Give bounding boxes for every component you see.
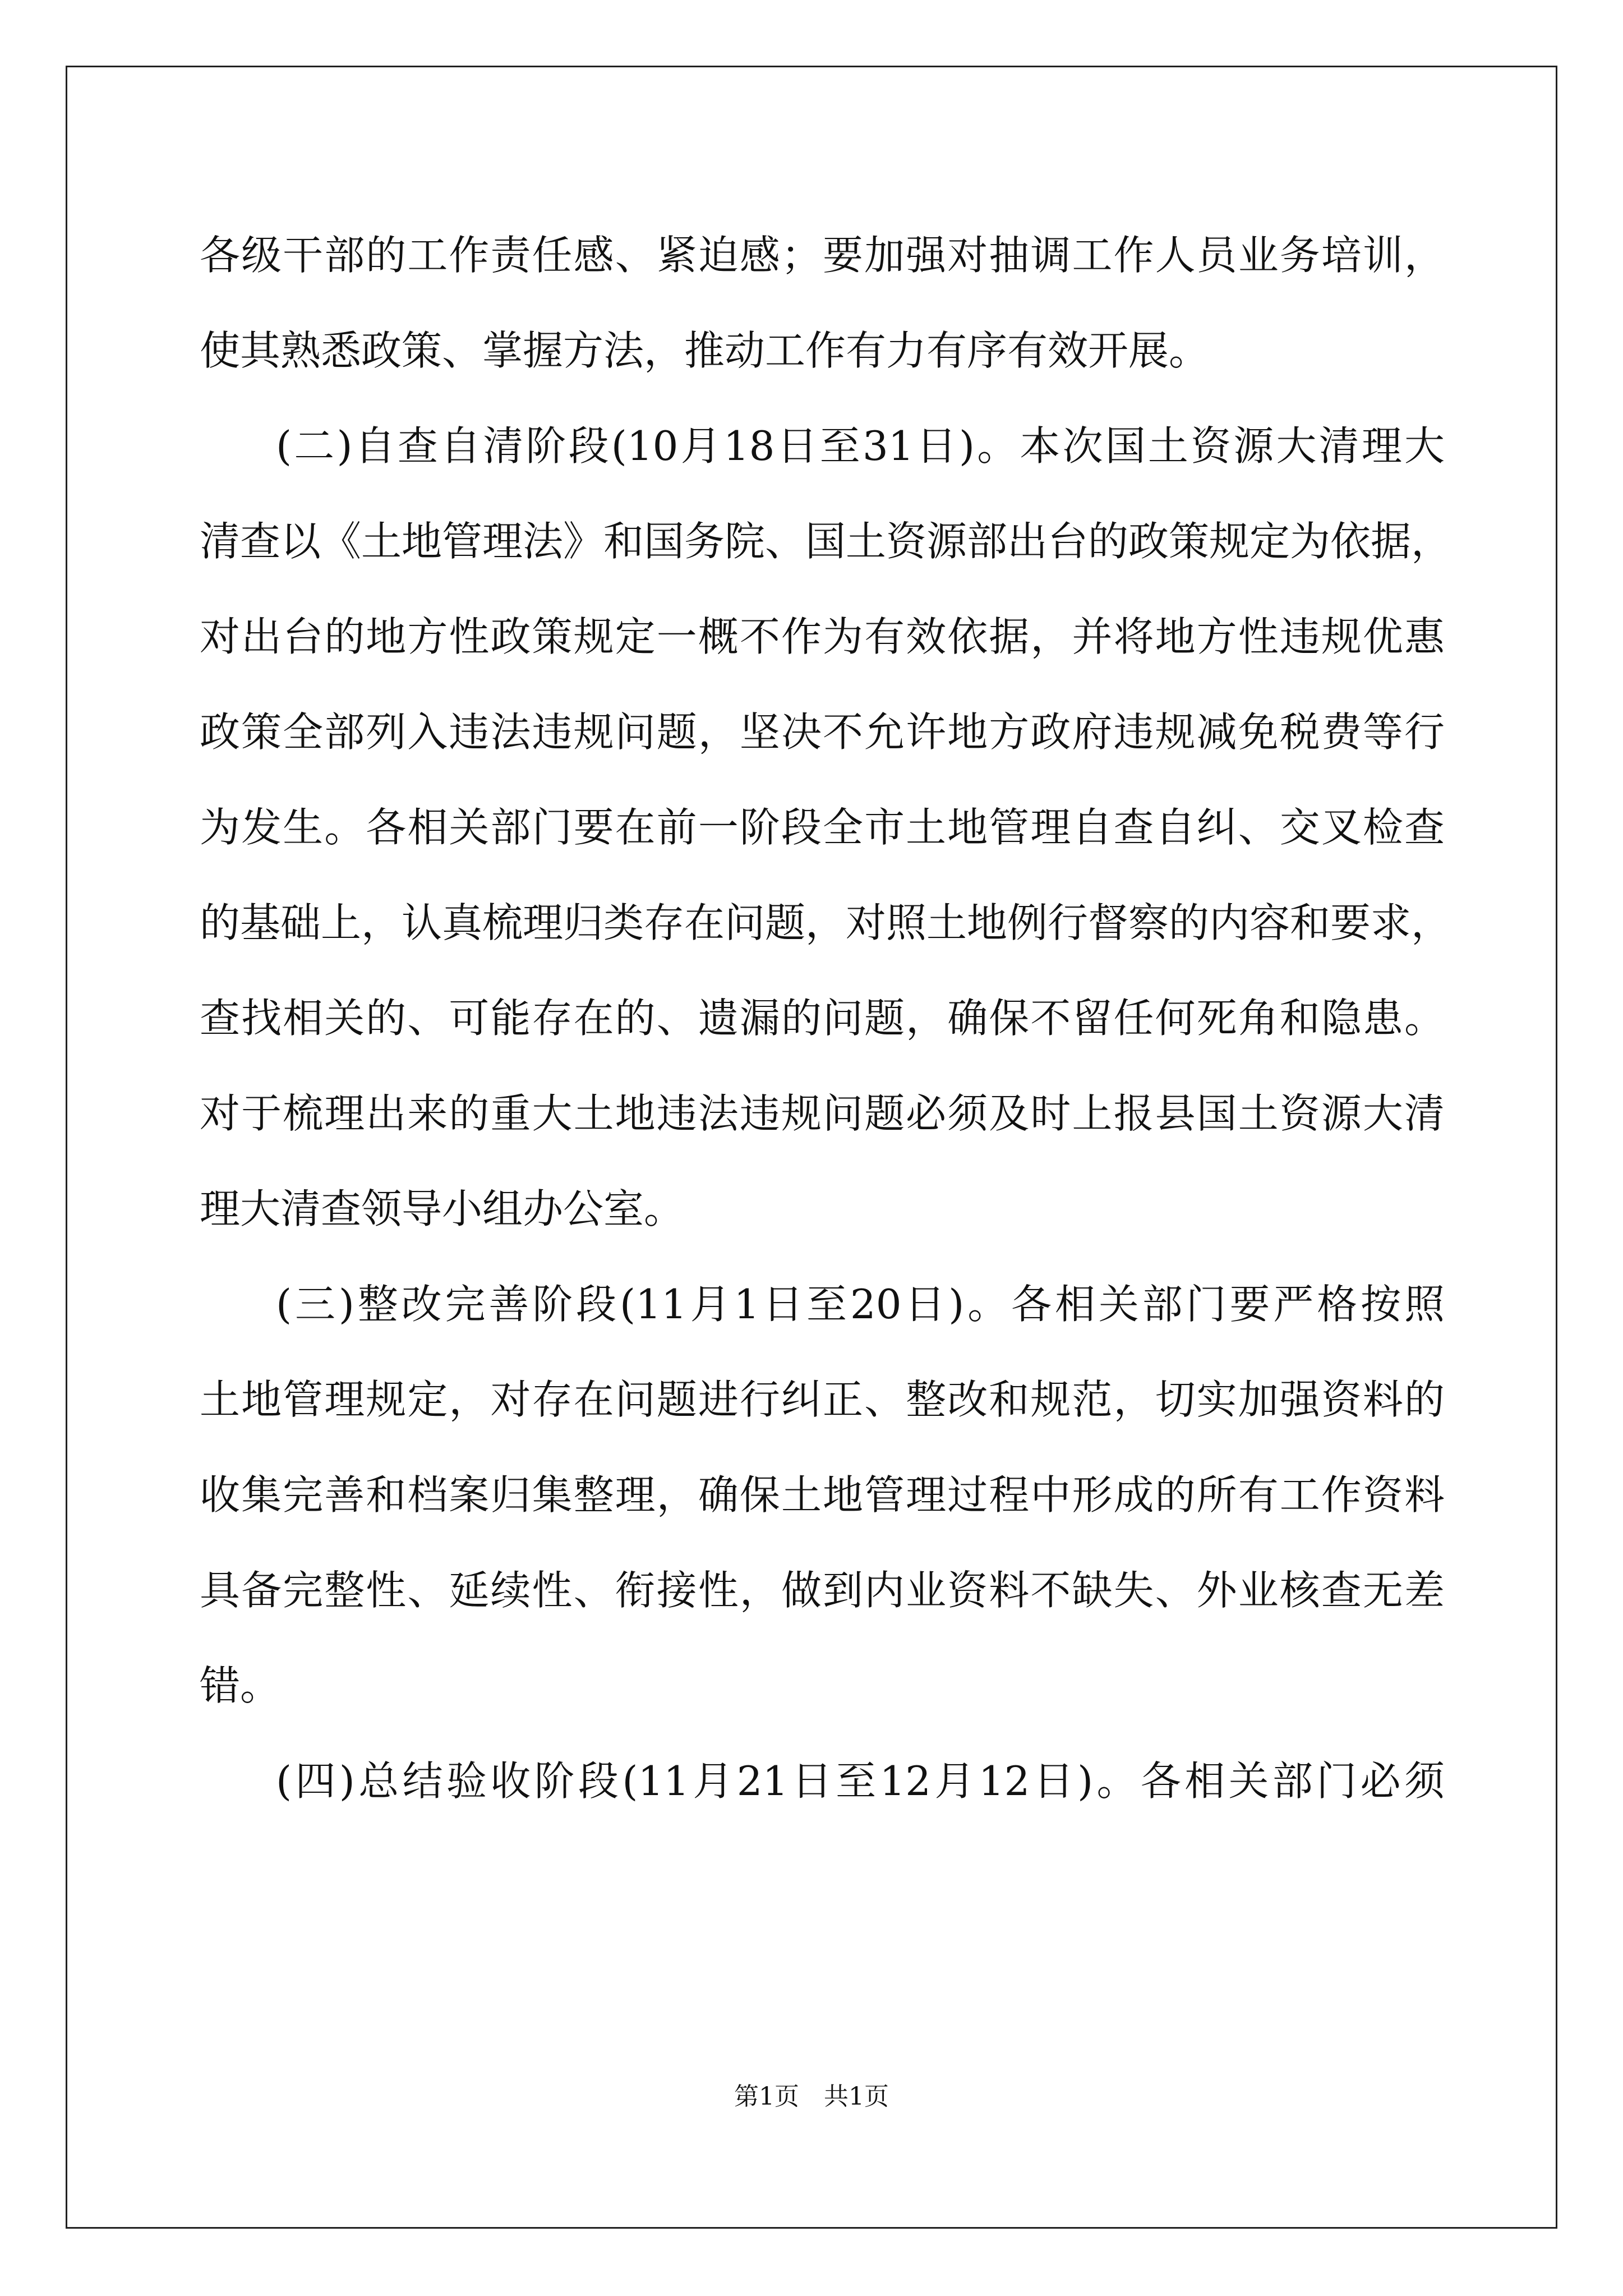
text-line: 对出台的地方性政策规定一概不作为有效依据，并将地方性违规优惠 [200,613,1445,660]
text-line: 具备完整性、延续性、衔接性，做到内业资料不缺失、外业核查无差 [200,1567,1445,1614]
text-line: 清查以《土地管理法》和国务院、国土资源部出台的政策规定为依据， [200,518,1452,565]
text-line: 理大清查领导小组办公室。 [200,1185,685,1232]
text-line: 政策全部列入违法违规问题，坚决不允许地方政府违规减免税费等行 [200,708,1445,756]
text-line: (二)自查自清阶段(10月18日至31日)。本次国土资源大清理大 [276,422,1445,470]
text-line: 为发生。各相关部门要在前一阶段全市土地管理自查自纠、交叉检查 [200,804,1445,851]
text-line: 土地管理规定，对存在问题进行纠正、整改和规范，切实加强资料的 [200,1376,1445,1423]
text-line: 使其熟悉政策、掌握方法，推动工作有力有序有效开展。 [200,327,1210,374]
text-line: (三)整改完善阶段(11月1日至20日)。各相关部门要严格按照 [276,1281,1445,1328]
text-line: 错。 [200,1662,281,1709]
text-line: 对于梳理出来的重大土地违法违规问题必须及时上报县国土资源大清 [200,1090,1445,1137]
text-line: 收集完善和档案归集整理，确保土地管理过程中形成的所有工作资料 [200,1471,1445,1519]
text-line: 查找相关的、可能存在的、遗漏的问题，确保不留任何死角和隐患。 [200,995,1445,1042]
text-line: 的基础上，认真梳理归类存在问题，对照土地例行督察的内容和要求， [200,899,1452,946]
text-line: 各级干部的工作责任感、紧迫感；要加强对抽调工作人员业务培训， [200,232,1445,279]
page-number-footer: 第1页 共1页 [734,2082,889,2111]
text-line: (四)总结验收阶段(11月21日至12月12日)。各相关部门必须 [276,1757,1445,1805]
